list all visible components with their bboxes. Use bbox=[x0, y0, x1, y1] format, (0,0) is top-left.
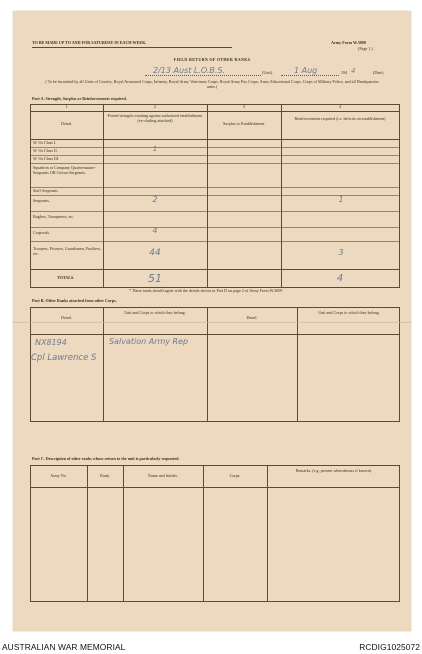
posted-value: 44 bbox=[149, 248, 161, 258]
part-c-header-name: Name and Initials. bbox=[147, 473, 179, 478]
reinf-value: 1 bbox=[338, 195, 344, 204]
part-a-header-detail: Detail. bbox=[60, 121, 73, 126]
row-detail: Corporals. bbox=[33, 230, 51, 235]
row-detail: W. Os Class II. bbox=[33, 148, 58, 153]
page-number: (Page 1.) bbox=[358, 46, 373, 51]
date-year-hand: 4 bbox=[351, 67, 356, 75]
row-detail: Staff Sergeants bbox=[33, 188, 58, 193]
form-sheet bbox=[13, 11, 411, 631]
header-notice-underline bbox=[32, 47, 232, 48]
part-a-header-posted: Posted strength counting against authorized establishment (ex-cluding attached) bbox=[107, 113, 203, 123]
date-year: 194 bbox=[341, 70, 348, 75]
form-title: FIELD RETURN OF OTHER RANKS bbox=[173, 57, 251, 62]
part-b-row-detail: NX8194 bbox=[35, 338, 67, 347]
part-b-row-detail: Cpl Lawrence S bbox=[31, 353, 97, 363]
part-c-header-army-no: Army No. bbox=[50, 473, 67, 478]
part-a-colnum-1: 1 bbox=[65, 104, 68, 109]
part-c-header-corps: Corps. bbox=[229, 473, 241, 478]
part-c-header-rank: Rank. bbox=[100, 473, 110, 478]
posted-value: 4 bbox=[152, 226, 158, 235]
date-label: (Date) bbox=[373, 70, 384, 75]
part-a-header-surplus: Surplus to Establishment. bbox=[223, 121, 265, 126]
part-a-colnum-2: 2 bbox=[153, 104, 157, 109]
instructions: ( To be furnished by all Units of Cavalry, Royal Armoured Corps, Infantry, Royal Army Veterinary Corps, Royal Army Pay Corps, Army Educational Corps, Corps of Military Police, and all Headquarters units.) bbox=[45, 79, 379, 89]
part-c-title: Part C. Description of other ranks whose return to the unit is particularly requested. bbox=[32, 456, 180, 461]
fold-crease bbox=[13, 322, 411, 323]
totals-posted: 51 bbox=[148, 272, 162, 285]
date-value: 1 Aug bbox=[294, 66, 318, 75]
part-a-header-reinf: Reinforcements required (i.e. deficits on establishment) bbox=[294, 116, 386, 121]
unit-value: 2/13 Aust L.O.B.S. bbox=[153, 66, 226, 75]
footer-record-id: RCDIG1025072 bbox=[359, 642, 420, 652]
part-b-row-unit: Salvation Army Rep bbox=[109, 337, 189, 346]
part-a-footnote: * These totals should agree with the details shown in Part D on page 2 of Army Form W.3009 bbox=[129, 288, 283, 293]
part-b-header-detail: Detail. bbox=[60, 315, 73, 320]
part-b-title: Part B. Other Ranks attached from other Corps. bbox=[32, 298, 117, 303]
row-detail: Sergeants. bbox=[33, 198, 50, 203]
part-c-header-remarks: Remarks. (e.g. present whereabouts if known). bbox=[295, 468, 373, 473]
posted-value: 2 bbox=[152, 195, 158, 204]
row-detail: Squadron or Company Quartermaster-Sergeants OR Colour-Sergeants. bbox=[33, 165, 96, 175]
unit-label: (Unit). bbox=[262, 70, 274, 75]
footer-institution: AUSTRALIAN WAR MEMORIAL bbox=[2, 642, 126, 652]
part-b-header-detail-2: Detail. bbox=[246, 315, 258, 320]
part-b-header-unit-2: Unit and Corps to which they belong. bbox=[318, 310, 380, 315]
row-detail: Troopers, Privates, Guardsmen, Fusiliers, etc. bbox=[33, 246, 101, 256]
date-dotted-line bbox=[281, 75, 339, 76]
totals-label: TOTALS. bbox=[57, 275, 75, 280]
row-detail: W. Os Class III. bbox=[33, 156, 60, 161]
part-a-colnum-4: 4 bbox=[338, 104, 342, 109]
posted-value: 1 bbox=[152, 145, 158, 153]
row-detail: W. Os Class I. bbox=[33, 140, 57, 145]
reinf-value: 3 bbox=[338, 248, 344, 257]
row-detail: Buglers, Trumpeters, etc. bbox=[33, 214, 75, 219]
form-number: Army Form W.3009 bbox=[331, 40, 366, 45]
header-notice: TO BE MADE UP TO AND FOR SATURDAY IN EACH WEEK. bbox=[32, 40, 147, 45]
part-b-header-unit: Unit and Corps to which they belong. bbox=[124, 310, 186, 315]
part-a-title: Part A. Strength, Surplus or Reinforcements required. bbox=[32, 96, 127, 101]
archive-footer bbox=[0, 634, 422, 654]
unit-dotted-line bbox=[145, 75, 261, 76]
part-a-colnum-3: 3 bbox=[242, 104, 246, 109]
totals-reinf: 4 bbox=[336, 273, 344, 284]
